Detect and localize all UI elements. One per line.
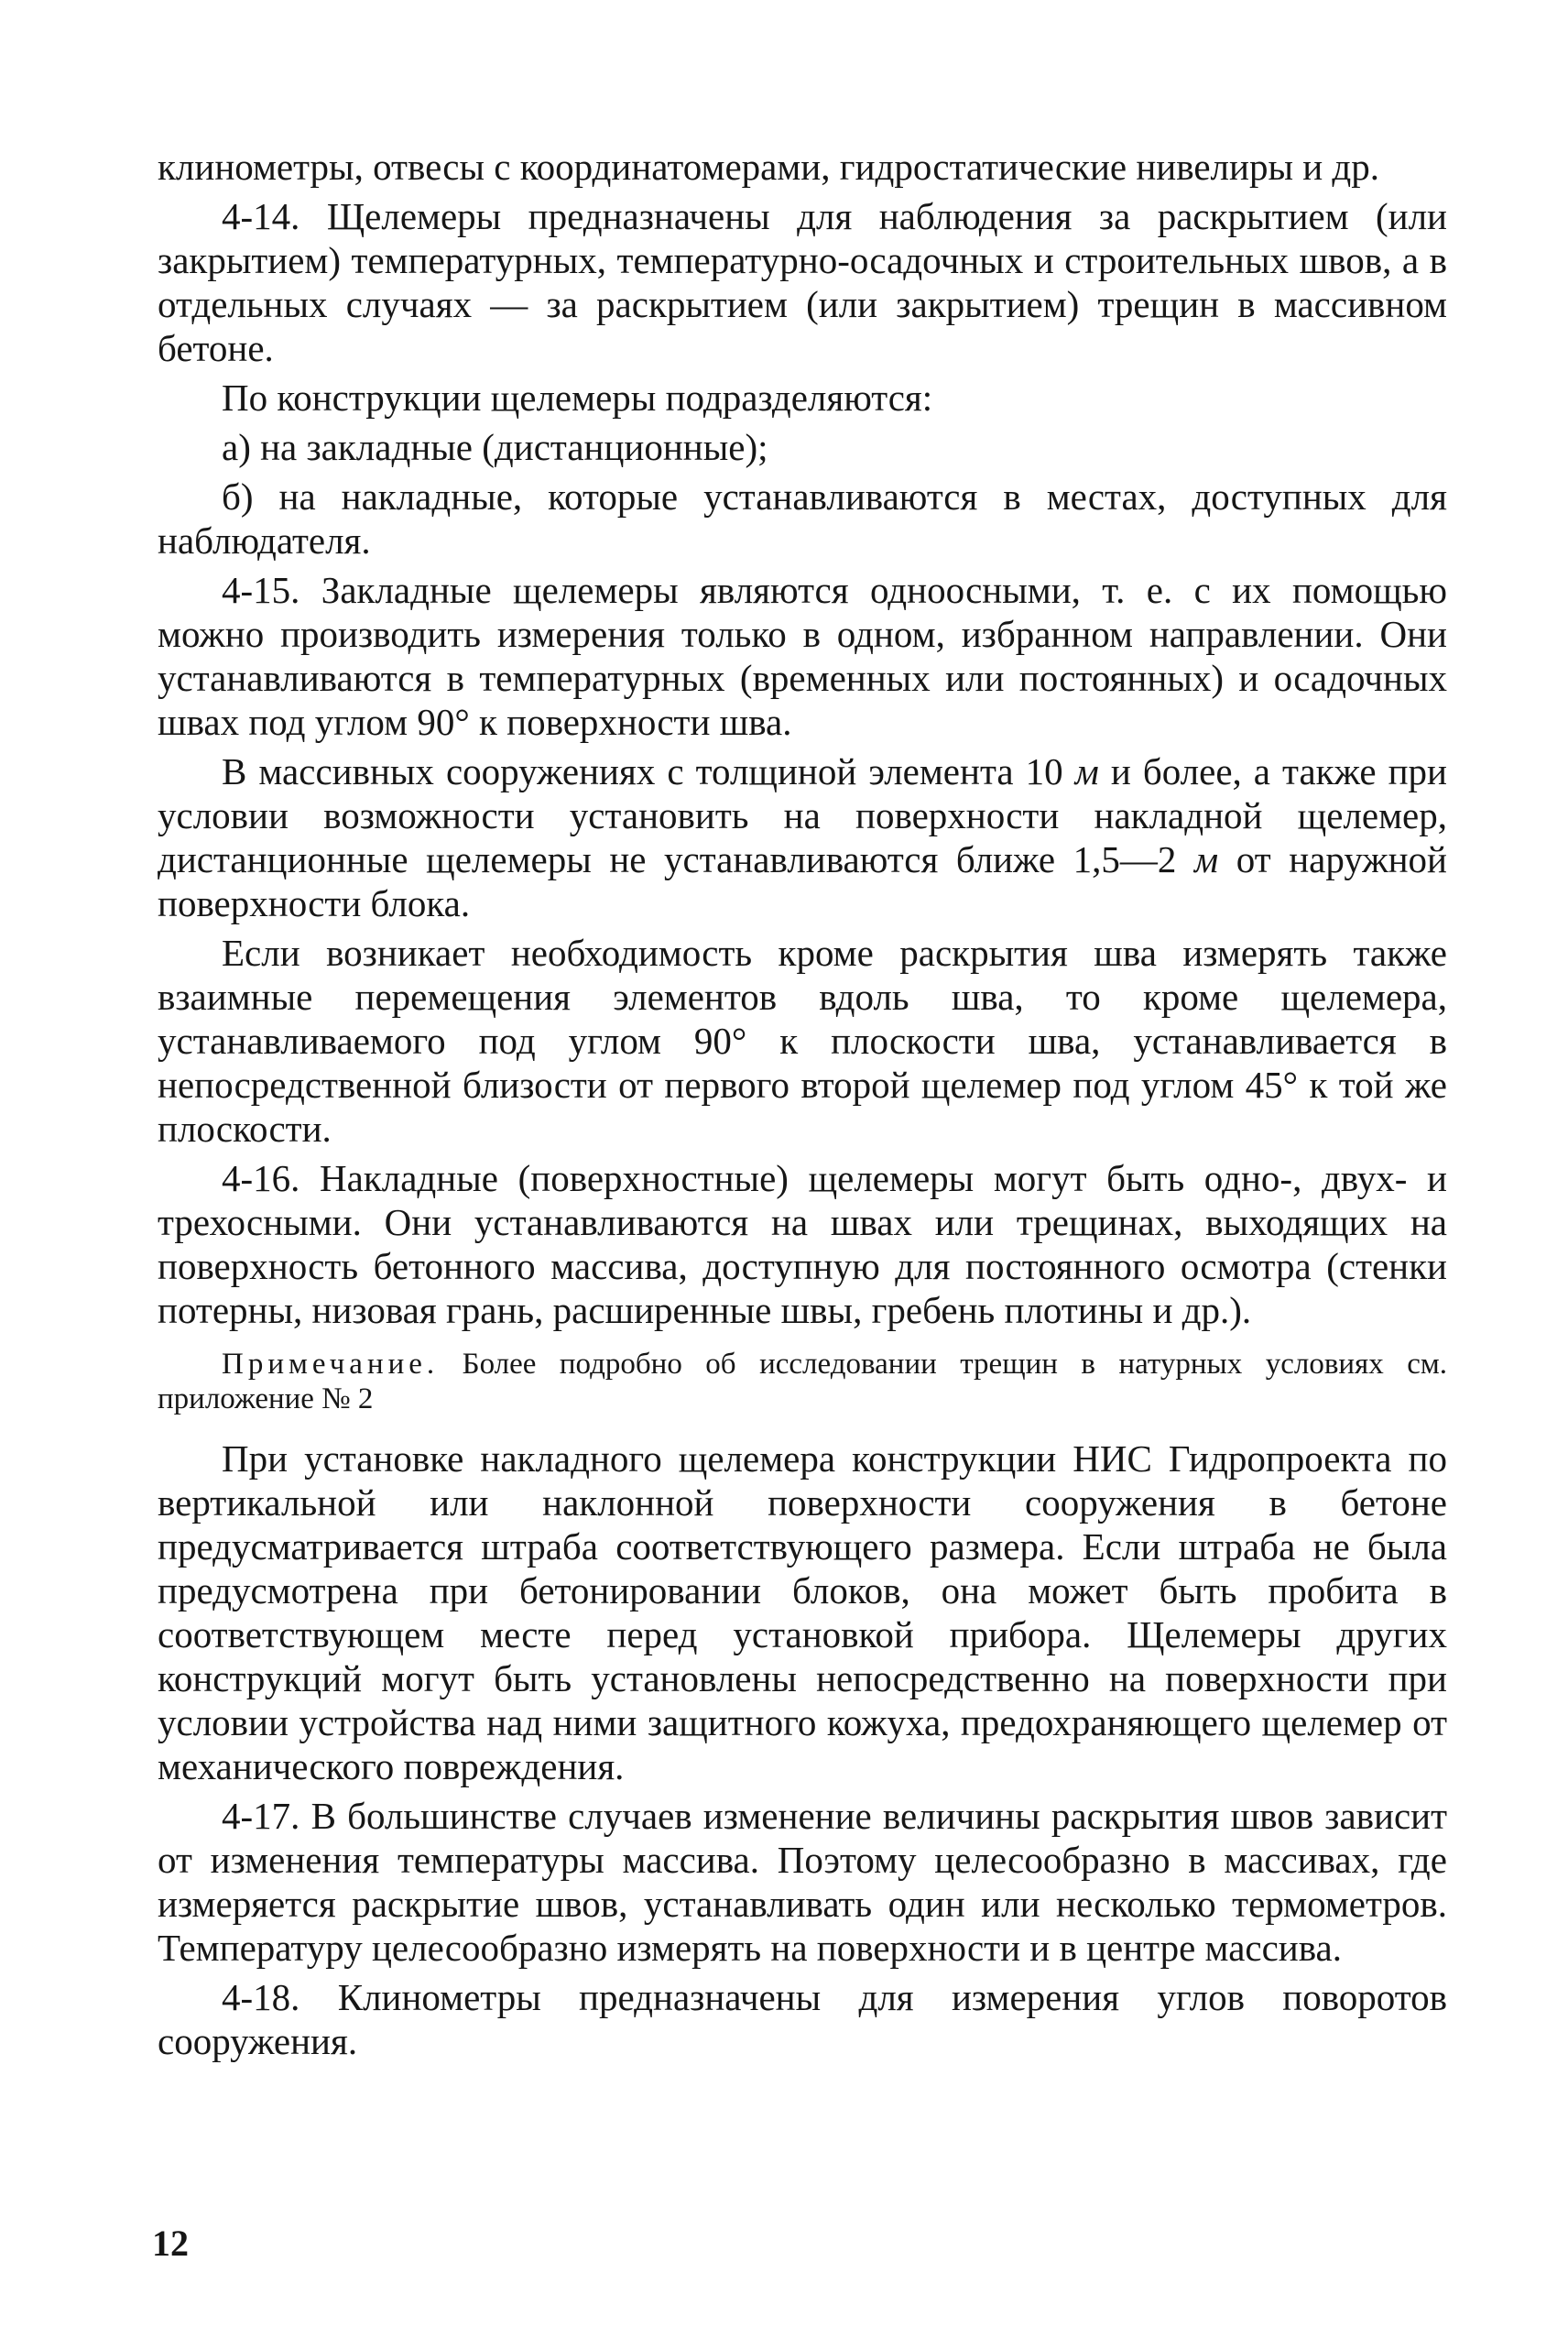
text-run: и более, а также при условии возможности установить на поверхности накладной щелемер, дистанционные щелемеры не устанавливаются ближе 1,5—2 [158,750,1447,880]
text-run: В массивных сооружениях с толщиной элемента 10 [222,750,1075,792]
paragraph-displacement: Если возникает необходимость кроме раскрытия шва измерять также взаимные перемещения элементов вдоль шва, то кроме щелемера, устанавливаемого под углом 90° к плоскости шва, устанавливается в непосредственной близости от первого второй щелемер под углом 45° к той же плоскости. [158,932,1447,1150]
paragraph-4-17: 4-17. В большинстве случаев изменение величины раскрытия швов зависит от изменения температуры массива. Поэтому целесообразно в массивах, где измеряется раскрытие швов, устанавливать один или несколько термометров. Температуру целесообразно измерять на поверхности и в центре массива. [158,1795,1447,1969]
note-text: Более подробно об исследовании трещин в натурных условиях см. приложение № 2 [158,1348,1447,1415]
page-body [158,145,1447,2063]
list-item-b: б) на накладные, которые устанавливаются в местах, доступных для наблюдателя. [158,475,1447,562]
paragraph-massive-structures [158,749,1447,925]
note-label: Примечание. [222,1348,440,1381]
page-number: 12 [152,2223,189,2264]
paragraph-4-18: 4-18. Клинометры предназначены для измерения углов поворотов сооружения. [158,1976,1447,2062]
note [158,1347,1447,1416]
text-run: от наружной поверхности блока. [158,838,1447,924]
paragraph-continuation: клинометры, отвесы с координатомерами, гидростатические нивелиры и др. [158,146,1380,188]
unit-meters: м [1194,838,1219,880]
paragraph-construction-types: По конструкции щелемеры подразделяются: [222,377,933,419]
paragraph-4-16: 4-16. Накладные (поверхностные) щелемеры могут быть одно-, двух- и трехосными. Они устанавливаются на швах или трещинах, выходящих на поверхность бетонного массива, доступную для постоянного осмотра (стенки потерны, низовая грань, расширенные швы, гребень плотины и др.). [158,1157,1447,1331]
paragraph-4-14: 4-14. Щелемеры предназначены для наблюдения за раскрытием (или закрытием) температурных, температурно-осадочных и строительных швов, а в отдельных случаях — за раскрытием (или закрытием) трещин в массивном бетоне. [158,195,1447,369]
paragraph-4-15: 4-15. Закладные щелемеры являются одноосными, т. е. с их помощью можно производить измерения только в одном, избранном направлении. Они устанавливаются в температурных (временных или постоянных) и осадочных швах под углом 90° к поверхности шва. [158,569,1447,743]
list-item-a: а) на закладные (дистанционные); [222,426,768,468]
unit-meters: м [1074,750,1099,792]
paragraph-installation: При установке накладного щелемера конструкции НИС Гидропроекта по вертикальной или наклонной поверхности сооружения в бетоне предусматривается штраба соответствующего размера. Если штраба не была предусмотрена при бетонировании блоков, она может быть пробита в соответствующем месте перед установкой прибора. Щелемеры других конструкций могут быть установлены непосредственно на поверхности при условии устройства над ними защитного кожуха, предохраняющего щелемер от механического повреждения. [158,1437,1447,1787]
